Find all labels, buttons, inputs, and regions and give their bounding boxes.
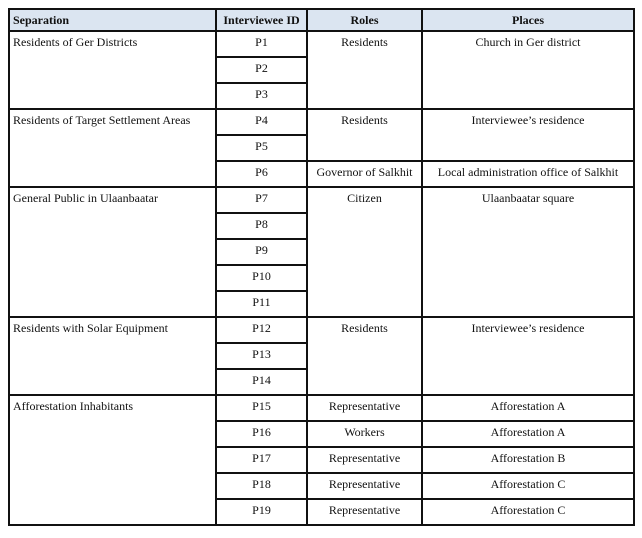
role-cell: Representative [307, 499, 422, 525]
role-cell: Representative [307, 395, 422, 421]
interviewee-id-cell: P1 [216, 31, 307, 57]
separation-cell: Afforestation Inhabitants [9, 395, 216, 525]
table-row [9, 31, 634, 57]
header-interviewee-id: Interviewee ID [216, 9, 307, 31]
table-row [9, 109, 634, 135]
place-cell: Afforestation B [422, 447, 634, 473]
interviewee-id-cell: P8 [216, 213, 307, 239]
role-cell: Governor of Salkhit [307, 161, 422, 187]
role-cell: Residents [307, 317, 422, 395]
separation-cell: Residents with Solar Equipment [9, 317, 216, 395]
interviewee-table [8, 8, 635, 526]
table-body [9, 31, 634, 525]
separation-cell: Residents of Ger Districts [9, 31, 216, 109]
interviewee-id-cell: P5 [216, 135, 307, 161]
interviewee-id-cell: P14 [216, 369, 307, 395]
interviewee-id-cell: P10 [216, 265, 307, 291]
header-places: Places [422, 9, 634, 31]
interviewee-id-cell: P9 [216, 239, 307, 265]
table-row [9, 317, 634, 343]
separation-cell: General Public in Ulaanbaatar [9, 187, 216, 317]
table-row [9, 187, 634, 213]
place-cell: Afforestation C [422, 473, 634, 499]
role-cell: Representative [307, 473, 422, 499]
role-cell: Residents [307, 109, 422, 161]
role-cell: Workers [307, 421, 422, 447]
interviewee-id-cell: P3 [216, 83, 307, 109]
interviewee-id-cell: P13 [216, 343, 307, 369]
header-row [9, 9, 634, 31]
place-cell: Afforestation C [422, 499, 634, 525]
place-cell: Interviewee’s residence [422, 317, 634, 395]
table-header [9, 9, 634, 31]
interviewee-id-cell: P15 [216, 395, 307, 421]
role-cell: Residents [307, 31, 422, 109]
interviewee-id-cell: P12 [216, 317, 307, 343]
place-cell: Interviewee’s residence [422, 109, 634, 161]
place-cell: Local administration office of Salkhit [422, 161, 634, 187]
place-cell: Afforestation A [422, 395, 634, 421]
table-row [9, 395, 634, 421]
interviewee-id-cell: P19 [216, 499, 307, 525]
place-cell: Ulaanbaatar square [422, 187, 634, 317]
role-cell: Citizen [307, 187, 422, 317]
interviewee-id-cell: P11 [216, 291, 307, 317]
interviewee-id-cell: P2 [216, 57, 307, 83]
interviewee-id-cell: P6 [216, 161, 307, 187]
place-cell: Afforestation A [422, 421, 634, 447]
header-roles: Roles [307, 9, 422, 31]
interviewee-id-cell: P16 [216, 421, 307, 447]
role-cell: Representative [307, 447, 422, 473]
separation-cell: Residents of Target Settlement Areas [9, 109, 216, 187]
place-cell: Church in Ger district [422, 31, 634, 109]
interviewee-id-cell: P4 [216, 109, 307, 135]
header-separation: Separation [9, 9, 216, 31]
interviewee-id-cell: P7 [216, 187, 307, 213]
interviewee-id-cell: P17 [216, 447, 307, 473]
interviewee-id-cell: P18 [216, 473, 307, 499]
